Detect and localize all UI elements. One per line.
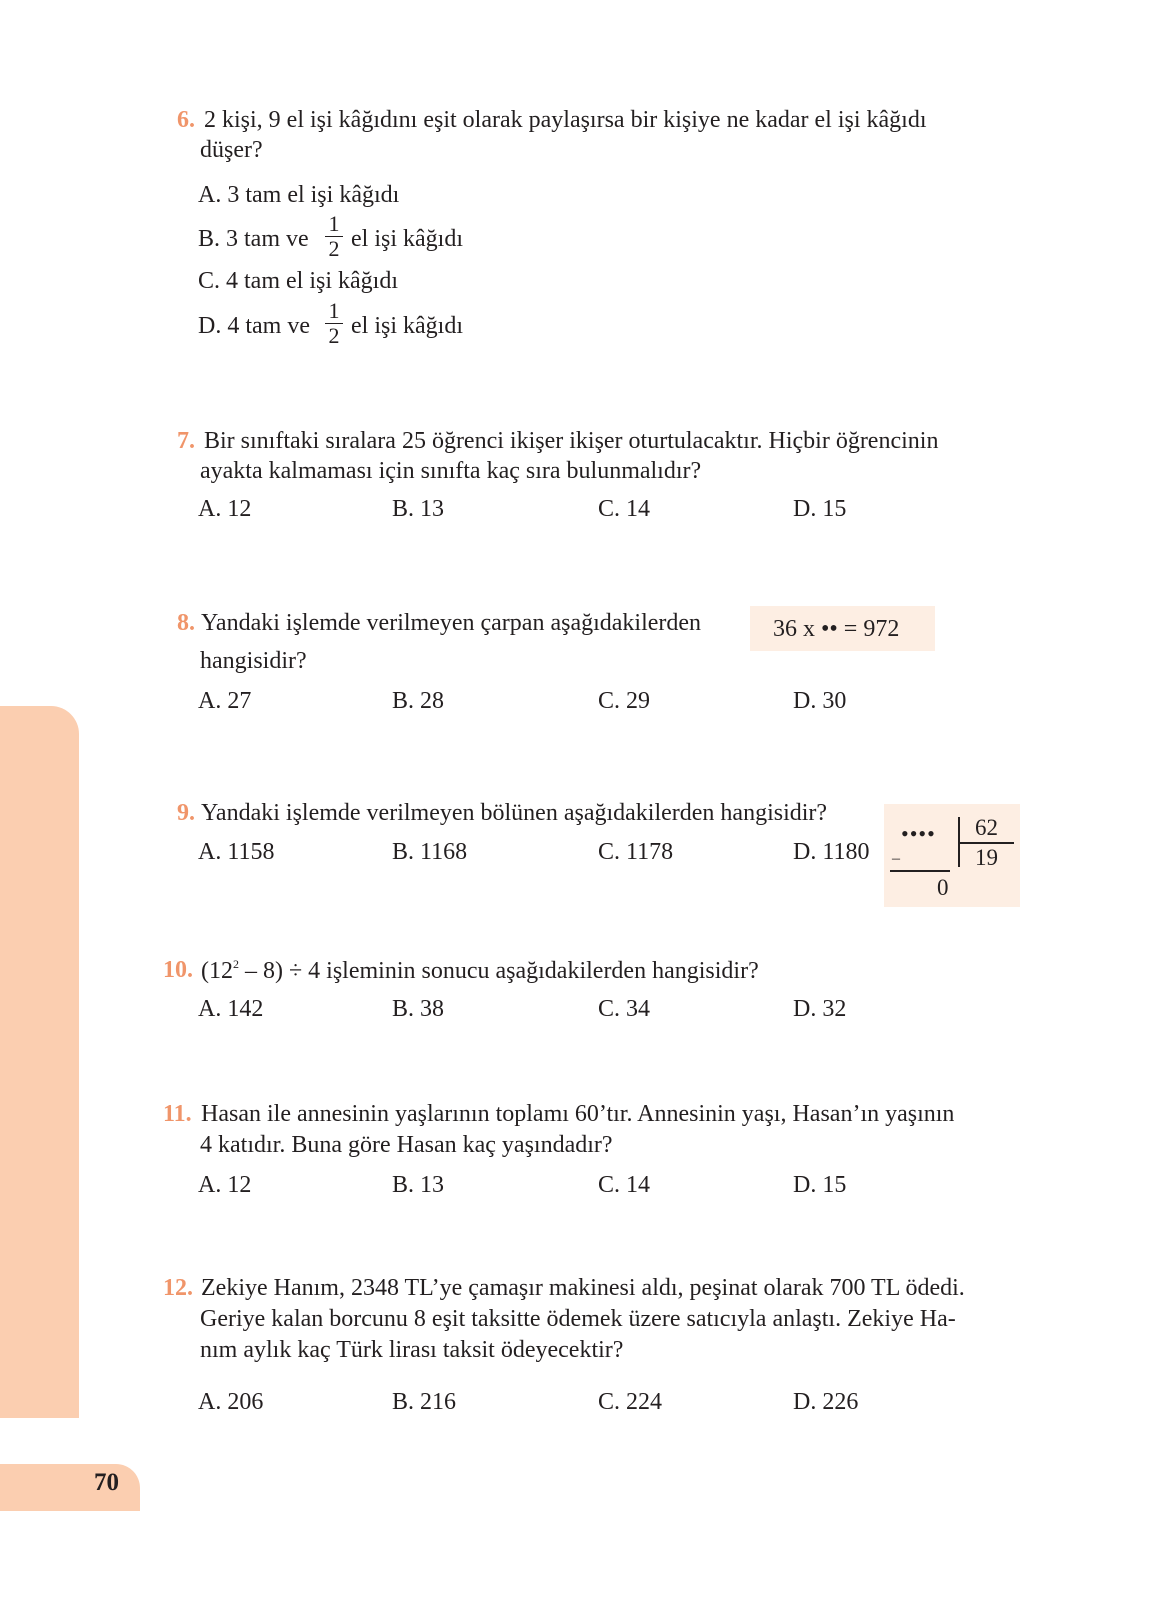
question-text: Hasan ile annesinin yaşlarının toplamı 60’tır. Annesinin yaşı, Hasan’ın yaşının xyxy=(201,1101,955,1127)
remainder: 0 xyxy=(937,875,949,900)
option-d-suffix: el işi kâğıdı xyxy=(351,313,463,339)
option-c: C. 4 tam el işi kâğıdı xyxy=(198,268,398,294)
question-text: Zekiye Hanım, 2348 TL’ye çamaşır makinesi aldı, peşinat olarak 700 TL ödedi. xyxy=(201,1275,965,1301)
question-text: düşer? xyxy=(200,137,263,163)
option-c: C. 29 xyxy=(598,688,651,714)
side-margin-tab xyxy=(0,706,79,1418)
expression-rest: – 8) ÷ 4 işleminin sonucu aşağıdakilerden hangisidir? xyxy=(239,958,759,984)
option-a: A. 12 xyxy=(198,1172,252,1198)
option-a: A. 1158 xyxy=(198,839,275,865)
subtraction-rule xyxy=(890,870,950,872)
question-number: 8. xyxy=(177,610,195,636)
option-d: D. 30 xyxy=(793,688,847,714)
option-b: B. 13 xyxy=(392,1172,445,1198)
question-number: 6. xyxy=(177,107,195,133)
option-a: A. 142 xyxy=(198,996,264,1022)
question-text: Yandaki işlemde verilmeyen çarpan aşağıdakilerden xyxy=(201,610,702,636)
question-text xyxy=(201,957,759,985)
minus-sign: – xyxy=(892,850,900,867)
option-d: D. 226 xyxy=(793,1389,859,1415)
page-number-tab xyxy=(0,1464,140,1511)
page-number: 70 xyxy=(94,1469,119,1496)
question-number: 7. xyxy=(177,428,195,454)
fraction-denominator: 2 xyxy=(328,236,340,261)
option-a: A. 27 xyxy=(198,688,252,714)
dividend-placeholder: •••• xyxy=(901,821,936,846)
option-c: C. 14 xyxy=(598,1172,651,1198)
fraction-numerator: 1 xyxy=(325,300,343,324)
question-text: Geriye kalan borcunu 8 eşit taksitte ödemek üzere satıcıyla anlaştı. Zekiye Ha- xyxy=(200,1306,956,1332)
option-d: D. 4 tam ve xyxy=(198,313,310,339)
question-text: Yandaki işlemde verilmeyen bölünen aşağıdakilerden hangisidir? xyxy=(201,800,828,826)
fraction-numerator: 1 xyxy=(325,213,343,237)
question-number: 10. xyxy=(163,957,193,983)
option-c: C. 1178 xyxy=(598,839,674,865)
fraction-one-half xyxy=(325,213,343,260)
option-a: A. 3 tam el işi kâğıdı xyxy=(198,182,400,208)
fraction-one-half xyxy=(325,300,343,347)
option-b: B. 3 tam ve xyxy=(198,226,309,252)
expression-base: (12 xyxy=(201,958,233,984)
quotient: 19 xyxy=(975,845,998,870)
question-text: 2 kişi, 9 el işi kâğıdını eşit olarak paylaşırsa bir kişiye ne kadar el işi kâğıdı xyxy=(204,107,927,133)
question-text: Bir sınıftaki sıralara 25 öğrenci ikişer ikişer oturtulacaktır. Hiçbir öğrencinin xyxy=(204,428,939,454)
option-c: C. 34 xyxy=(598,996,651,1022)
question-number: 9. xyxy=(177,800,195,826)
multiplication-expression: 36 x •• = 972 xyxy=(773,616,900,642)
fraction-denominator: 2 xyxy=(328,323,340,348)
option-b: B. 1168 xyxy=(392,839,468,865)
option-d: D. 32 xyxy=(793,996,847,1022)
multiplication-box xyxy=(750,606,935,651)
option-d: D. 1180 xyxy=(793,839,870,865)
question-text: ayakta kalmaması için sınıfta kaç sıra bulunmalıdır? xyxy=(200,458,702,484)
division-horizontal-rule xyxy=(958,842,1014,844)
question-number: 11. xyxy=(163,1101,192,1127)
option-a: A. 206 xyxy=(198,1389,264,1415)
question-text: 4 katıdır. Buna göre Hasan kaç yaşındadır? xyxy=(200,1132,613,1158)
option-a: A. 12 xyxy=(198,496,252,522)
option-c: C. 224 xyxy=(598,1389,663,1415)
question-text: hangisidir? xyxy=(200,648,307,674)
divisor: 62 xyxy=(975,815,998,840)
option-b-suffix: el işi kâğıdı xyxy=(351,226,463,252)
question-number: 12. xyxy=(163,1275,193,1301)
exponent: 2 xyxy=(233,957,239,971)
division-box xyxy=(884,804,1020,907)
option-b: B. 216 xyxy=(392,1389,457,1415)
option-d: D. 15 xyxy=(793,1172,847,1198)
question-text: nım aylık kaç Türk lirası taksit ödeyecektir? xyxy=(200,1337,624,1363)
option-c: C. 14 xyxy=(598,496,651,522)
option-b: B. 38 xyxy=(392,996,445,1022)
option-b: B. 28 xyxy=(392,688,445,714)
option-d: D. 15 xyxy=(793,496,847,522)
option-b: B. 13 xyxy=(392,496,445,522)
